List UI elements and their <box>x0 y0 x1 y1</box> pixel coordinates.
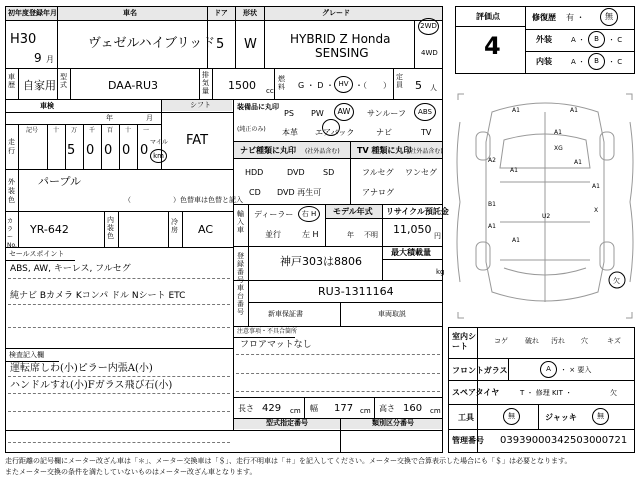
recycle-value: 11,050 <box>393 223 432 236</box>
spare-ketsu: 欠 <box>610 389 617 397</box>
front-glass-label: フロントガラス <box>452 366 508 375</box>
notes-label: 検査記入欄 <box>9 351 44 359</box>
interior-seat-label: 室内シート <box>452 332 476 351</box>
month-unit: 月 <box>46 55 54 64</box>
max-load-unit: kg <box>436 268 445 276</box>
notice-label: 注意事項・不具合箇所 <box>237 328 298 335</box>
length-label: 長さ <box>238 404 254 413</box>
navi-cd: CD <box>249 188 261 197</box>
manual: 車両取説 <box>378 310 406 318</box>
sales-point-line2: 純ナビ Bカメラ Kコンパ ドル Nシート ETC <box>10 291 186 301</box>
capacity: 5 <box>415 79 422 92</box>
tools-no-circle: 無 <box>503 408 520 425</box>
equip-leather: 本革 <box>282 128 298 137</box>
repair-yes: 有 ・ <box>566 13 585 22</box>
model-year-unit: 年 <box>347 231 354 239</box>
airbag-circle <box>322 119 340 136</box>
import-label: 輸入車 <box>237 210 244 234</box>
interior-b-circle: B <box>588 53 605 70</box>
mark-11: A1 <box>488 223 496 230</box>
navi-dvd-play: DVD 再生可 <box>277 188 322 197</box>
recycle-unit: 円 <box>434 232 441 240</box>
footer-line2: またメーター交換の条件を満たしていないものはメーター改ざん車となります。 <box>5 468 257 476</box>
mark-1: A1 <box>512 107 520 114</box>
door-count: 5 <box>216 37 225 52</box>
category: 自家用 <box>23 79 56 92</box>
equip-tv: TV <box>421 128 432 137</box>
displacement-label: 排気量 <box>202 71 209 95</box>
fuel-label: 燃料 <box>278 75 285 91</box>
shift: FAT <box>186 133 209 148</box>
mark-12: XG <box>554 145 563 152</box>
tv-analog: アナログ <box>362 188 394 197</box>
notes-line2: ハンドルすれ(小)Fガラス飛び石(小) <box>10 380 173 391</box>
mark-5: A1 <box>574 159 582 166</box>
drive-4wd: 4WD <box>421 49 438 57</box>
exterior-label: 外装 <box>536 35 552 44</box>
grade-line2: SENSING <box>315 46 369 60</box>
mgmt-value: 03939000342503000721 <box>500 435 628 446</box>
interior-c: ・ C <box>608 58 623 66</box>
inspection-month-unit: 月 <box>146 114 153 122</box>
inspection-label: 車検 <box>40 102 54 110</box>
equip-sunroof: サンルーフ <box>367 109 406 118</box>
model: DAA-RU3 <box>108 79 159 92</box>
navi-sub: (社外品含む) <box>305 148 340 155</box>
import-dealer: ディーラー <box>254 210 294 219</box>
reg-year: H30 <box>10 32 37 47</box>
shift-label: シフト <box>190 101 211 109</box>
body-shape: W <box>244 37 257 52</box>
fuel-hv-circle: HV <box>334 76 353 93</box>
seat-yogore: 汚れ <box>551 337 565 345</box>
equipment-label: 装備品に丸印 <box>237 103 279 111</box>
car-name-label: 車名 <box>123 9 137 17</box>
inspection-year-unit: 年 <box>106 114 113 122</box>
mark-6: B1 <box>488 201 496 208</box>
spare-label: スペアタイヤ <box>452 388 500 397</box>
digit-unit-juu: 十 <box>125 127 132 134</box>
model-label: 型式 <box>60 73 67 89</box>
navi-hdd: HDD <box>245 168 264 177</box>
category-label: 車歴 <box>8 73 15 89</box>
tv-fullseg: フルセグ <box>362 168 394 177</box>
sales-point-line1: ABS, AW, キーレス, フルセグ <box>10 264 131 274</box>
svg-text:欠: 欠 <box>613 277 620 285</box>
model-year-label: モデル年式 <box>333 207 373 216</box>
fuel-options: G ・ D ・ <box>298 81 334 90</box>
color-code-label: カラーNo. <box>7 218 17 249</box>
notice-line1: フロアマットなし <box>240 340 312 350</box>
navi-sd: SD <box>323 168 335 177</box>
mark-3: A1 <box>554 129 562 136</box>
tv-label: TV 種類に丸印 <box>357 146 412 155</box>
length-unit: cm <box>290 407 301 415</box>
registration-label: 登録番号 <box>237 252 244 284</box>
color-label: 外装色 <box>8 178 15 204</box>
capacity-label: 定員 <box>396 73 403 89</box>
width-value: 177 <box>334 403 354 414</box>
chassis-label: 車台番号 <box>237 284 244 316</box>
class-number-label: 類別区分番号 <box>372 419 414 427</box>
ac-value: AC <box>198 223 214 236</box>
mileage-digit-3: 0 <box>104 143 113 158</box>
digit-unit-sen: 千 <box>89 127 96 134</box>
seat-kizu: キズ <box>607 337 621 345</box>
spare-items: T ・ 修理 KIT ・ <box>520 389 573 397</box>
mileage-digit-4: 0 <box>122 143 131 158</box>
tv-oneseg: ワンセグ <box>405 168 437 177</box>
color-paren: （ ）色替車は色替と記入 <box>124 196 243 204</box>
equip-abs-circle: ABS <box>414 103 436 121</box>
mile-label: マイル <box>150 139 168 146</box>
score-value: 4 <box>484 32 501 60</box>
navi-label: ナビ種類に丸印 <box>240 146 296 155</box>
chassis-value: RU3-1311164 <box>318 285 394 298</box>
width-unit: cm <box>360 407 371 415</box>
mileage-digit-1: 5 <box>67 143 76 158</box>
score-label: 評価点 <box>476 12 500 21</box>
exterior-c: ・ C <box>608 36 623 44</box>
mark-7: U2 <box>542 213 551 220</box>
mark-4: A2 <box>488 157 496 164</box>
seat-yabure: 破れ <box>525 337 539 345</box>
reg-month: 9 <box>34 51 42 65</box>
car-diagram <box>452 92 638 322</box>
width-label: 幅 <box>310 404 318 413</box>
seat-ana: 穴 <box>581 337 588 345</box>
tools-label: 工具 <box>458 413 474 422</box>
color-value: パープル <box>38 175 82 188</box>
max-load-label: 最大積載量 <box>391 248 431 257</box>
new-car-warranty: 新車保証書 <box>268 310 303 318</box>
model-year-unknown: 不明 <box>364 231 378 239</box>
jack-no-circle: 無 <box>592 408 609 425</box>
equip-navi: ナビ <box>376 128 392 137</box>
repair-no-circle: 無 <box>600 8 618 26</box>
displacement: 1500 <box>228 79 256 92</box>
mileage-record-label: 記号 <box>26 127 39 134</box>
shape-label: 形状 <box>243 9 257 17</box>
grade-line1: HYBRID Z Honda <box>290 32 391 46</box>
interior-label: 内装 <box>536 57 552 66</box>
displacement-unit: cc <box>266 87 274 95</box>
mark-9: A1 <box>592 183 600 190</box>
exterior-a: A ・ <box>571 36 586 44</box>
mark-8: A1 <box>510 167 518 174</box>
registration-value: 神戸303は8806 <box>280 255 362 268</box>
mileage-label: 走行 <box>8 138 15 155</box>
height-value: 160 <box>403 403 423 414</box>
notes-line1: 運転席しわ(小)ピラー内張A(小) <box>10 363 153 374</box>
footer-line1: 走行距離の記号欄にメーター改ざん車は「＊」、メーター交換車は「＄」、走行不明車は「＃」を記入してください。メーター交換で合算表示した場合にも「＄」は必要となります。 <box>5 457 572 465</box>
tv-sub: (社外品含む) <box>408 148 443 155</box>
equip-pw: PW <box>311 109 324 118</box>
sales-point-label: セールスポイント <box>9 250 65 258</box>
digit-unit-10man: 十 <box>53 127 60 134</box>
equip-ps: PS <box>284 109 294 118</box>
capacity-unit: 人 <box>430 84 437 92</box>
import-left: 左 H <box>302 230 319 239</box>
jack-label: ジャッキ <box>545 413 577 422</box>
mark-13: A1 <box>512 237 520 244</box>
first-reg-label: 初年度登録年月 <box>8 9 57 17</box>
import-parallel: 並行 <box>265 230 281 239</box>
seat-koge: コゲ <box>494 337 508 345</box>
interior-color-label: 内装色 <box>107 216 114 240</box>
ac-label: 冷房 <box>171 218 178 234</box>
equipment-sub: (純正のみ) <box>237 126 266 133</box>
grade-label: グレード <box>322 9 350 17</box>
type-number-label: 型式指定番号 <box>266 419 308 427</box>
digit-unit-ichi: 一 <box>143 127 150 134</box>
recycle-label: リサイクル預託金 <box>386 207 449 216</box>
interior-a: A ・ <box>571 58 586 66</box>
repair-label: 修復歴 <box>532 13 556 22</box>
height-label: 高さ <box>379 404 395 413</box>
mileage-digit-5: 0 <box>140 143 149 158</box>
mark-10: X <box>594 207 599 214</box>
front-glass-rest: ・ × 要入 <box>560 366 592 374</box>
car-name: ヴェゼルハイブリッド <box>88 36 216 51</box>
digit-unit-man: 万 <box>71 127 78 134</box>
km-circle: km <box>150 149 167 163</box>
import-right-circle: 右 H <box>298 206 320 222</box>
mgmt-label: 管理番号 <box>452 436 484 445</box>
mileage-digit-2: 0 <box>86 143 95 158</box>
digit-unit-hyaku: 百 <box>107 127 114 134</box>
front-glass-a-circle: A <box>540 361 557 378</box>
door-label: ドア <box>214 9 228 17</box>
height-unit: cm <box>430 407 441 415</box>
mark-2: A1 <box>570 107 578 114</box>
color-code: YR-642 <box>30 223 69 236</box>
equip-aw-circle: AW <box>334 103 354 121</box>
length-value: 429 <box>262 403 282 414</box>
equip-airbag: エアバック <box>315 128 355 137</box>
exterior-b-circle: B <box>588 31 605 48</box>
fuel-other: ・（ ） <box>355 81 391 90</box>
navi-dvd: DVD <box>287 168 305 177</box>
drive-2wd-circle: 2WD <box>418 18 439 35</box>
